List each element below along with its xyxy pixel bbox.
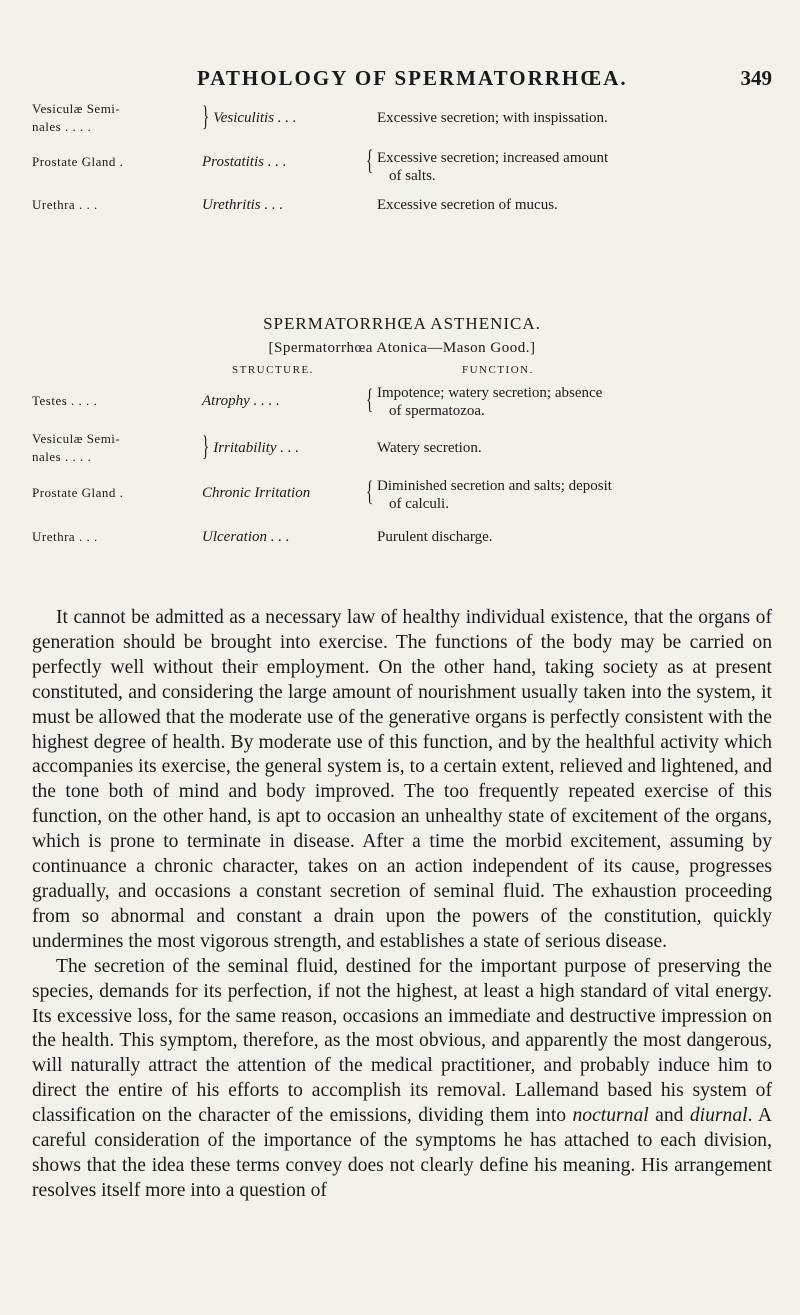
organ-name-cont: nales . . . . [32,119,92,134]
section-subheading: [Spermatorrhœa Atonica—Mason Good.] [268,340,536,356]
structure-cell: Vesiculitis . . . [213,110,297,126]
function-cell: Excessive secretion; with inspissation. [377,110,608,126]
function-cell: Diminished secretion and salts; deposit [377,478,612,494]
paragraph: It cannot be admitted as a necessary law of healthy individual existence, that the organs of generation should be brought into exercise. The functions of the body may be carried on perfectly well without their employment. On the other hand, taking society as at present constituted, and considering the large amount of nourishment usually taken into the system, it must be allowed that the moderate use of the generative organs is perfectly consistent with the highest degree of health. By moderate use of this function, and by the healthful activity which accompanies its exercise, the general system is, to a certain extent, relieved and lightened, and the tone both of mind and body improved. The too frequently repeated exercise of this function, on the other hand, is apt to occasion an unhealthy state of excitement of the organs, which is prone to terminate in disease. After a time the morbid excitement, assuming by continuance a chronic character, takes on an action independent of its cause, progresses gradually, and occasions a constant secretion of seminal fluid. The exhaustion proceeding from so abnormal and constant a drain upon the powers of the constitution, quickly undermines the most vigorous strength, and establishes a state of serious disease. [32,607,772,952]
structure-cell: Prostatitis . . . [202,154,287,170]
organ-name-cont: nales . . . . [32,449,92,464]
organ-name: Vesiculæ Semi- [32,431,121,446]
paragraph: The secretion of the seminal fluid, destined for the important purpose of preserving the species, demands for its perfection, if not the highest, at least a high standard of vital energy. Its excessive loss, for the same reason, occasions an immediate and destructive impression on the health. This symptom, therefore, as the most obvious, and apparently the most dangerous, will naturally attract the attention of the medical practitioner, and probably induce him to direct the entire of his efforts to accomplish its removal. Lallemand based his system of classification on the character of the emissions, dividing them into nocturnal and diurnal. A careful consideration of the importance of the symptoms he has attached to each division, shows that the idea these terms convey does not clearly define his meaning. His arrangement resolves itself more into a question of [32,955,772,1201]
organ-name: Urethra . . . [32,529,98,544]
structure-cell: Urethritis . . . [202,197,284,213]
organ-name: Prostate Gland . [32,485,124,500]
section-heading: SPERMATORRHŒA ASTHENICA. [263,314,541,333]
brace-icon: { [366,477,374,509]
brace-icon: } [202,102,210,134]
function-cell: Watery secretion. [377,440,482,456]
function-cell: Excessive secretion; increased amount [377,150,609,166]
function-cell: Impotence; watery secretion; absence [377,385,603,401]
structure-cell: Chronic Irritation [202,485,311,501]
body-text [32,606,772,1204]
function-cell-cont: of spermatozoa. [389,403,485,419]
structure-cell: Atrophy . . . . [202,393,280,409]
column-header-function: FUNCTION. [462,364,534,376]
structure-cell: Irritability . . . [213,440,300,456]
brace-icon: { [366,385,374,417]
emphasis-nocturnal: nocturnal [572,1105,649,1127]
brace-icon: { [366,146,374,178]
organ-name: Testes . . . . [32,393,98,408]
function-cell: Excessive secretion of mucus. [377,197,558,213]
running-title: PATHOLOGY OF SPERMATORRHŒA. [197,66,628,90]
function-cell-cont: of calculi. [389,496,449,512]
page-number: 349 [740,66,772,90]
function-cell: Purulent discharge. [377,529,493,545]
organ-name: Urethra . . . [32,197,98,212]
emphasis-diurnal: diurnal [689,1105,748,1127]
function-cell-cont: of salts. [389,168,436,184]
organ-name: Vesiculæ Semi- [32,101,121,116]
running-head [32,66,772,90]
brace-icon: } [202,432,210,464]
structure-cell: Ulceration . . . [202,529,290,545]
column-header-structure: STRUCTURE. [232,364,314,376]
organ-name: Prostate Gland . [32,154,124,169]
